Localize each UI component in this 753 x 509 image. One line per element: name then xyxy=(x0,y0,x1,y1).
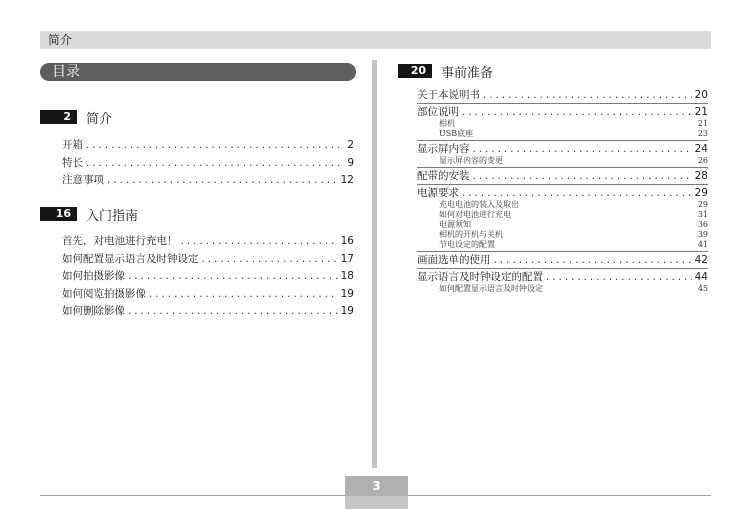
dot-leader xyxy=(107,172,338,190)
toc-subentry[interactable] xyxy=(417,284,708,294)
toc-entry-label: 显示语言及时钟设定的配置 xyxy=(417,271,543,283)
dot-leader xyxy=(128,303,338,321)
toc-entry-page: 29 xyxy=(694,187,708,199)
toc-entry-page: 21 xyxy=(694,106,708,118)
toc-entry-page: 18 xyxy=(340,270,354,283)
page-tab-base xyxy=(345,496,408,509)
toc-entry-label: 注意事项 xyxy=(62,174,104,187)
section-title: 事前准备 xyxy=(441,65,494,81)
dot-leader xyxy=(494,253,692,267)
toc-entry-label: 如何拍摄影像 xyxy=(62,270,125,283)
page-header xyxy=(40,31,711,49)
toc-entry-page: 24 xyxy=(694,143,708,155)
toc-entry-page: 9 xyxy=(347,156,354,169)
toc-entry-label: 如何删除影像 xyxy=(62,305,125,318)
toc-group xyxy=(417,88,708,104)
toc-subentry[interactable] xyxy=(417,119,708,129)
toc-subentry[interactable] xyxy=(417,220,708,230)
toc-group xyxy=(417,270,708,294)
dot-leader xyxy=(86,137,344,155)
dot-leader xyxy=(462,186,692,200)
toc-group xyxy=(417,253,708,269)
toc-entry-label: 显示屏内容 xyxy=(417,143,470,155)
dot-leader xyxy=(473,169,692,183)
toc-entry-page: 28 xyxy=(694,170,708,182)
toc-subentry-label: 显示屏内容的变更 xyxy=(439,156,503,165)
toc-subentry-label: 如何配置显示语言及时钟设定 xyxy=(439,284,543,293)
toc-entry[interactable] xyxy=(62,172,354,190)
dot-leader xyxy=(181,233,338,251)
section-heading xyxy=(398,63,493,79)
toc-subentry[interactable] xyxy=(417,129,708,139)
toc-entry-label: 画面选单的使用 xyxy=(417,254,491,266)
section-title: 简介 xyxy=(86,111,113,127)
dot-leader xyxy=(546,270,692,284)
toc-entry-page: 19 xyxy=(340,287,354,300)
toc-subentry-label: 相机的开机与关机 xyxy=(439,230,503,239)
toc-entry[interactable] xyxy=(417,253,708,267)
toc-title: 目录 xyxy=(52,64,80,80)
section-title: 入门指南 xyxy=(86,208,139,224)
dot-leader xyxy=(128,268,338,286)
toc-entry[interactable] xyxy=(62,268,354,286)
dot-leader xyxy=(149,286,338,304)
toc-subentry-page: 39 xyxy=(697,230,708,239)
toc-subentry-page: 29 xyxy=(697,200,708,209)
toc-entry-label: 如何阅览拍摄影像 xyxy=(62,287,146,300)
toc-entry-label: 关于本说明书 xyxy=(417,89,480,101)
toc-group xyxy=(417,169,708,185)
rule xyxy=(417,167,708,168)
header-title: 简介 xyxy=(48,33,73,47)
toc-entry[interactable] xyxy=(62,286,354,304)
rule xyxy=(417,103,708,104)
dot-leader xyxy=(86,155,344,173)
dot-leader xyxy=(202,251,338,269)
toc-subentry-page: 36 xyxy=(697,220,708,229)
toc-entry-page: 20 xyxy=(694,89,708,101)
toc-entry-page: 44 xyxy=(694,271,708,283)
toc-list xyxy=(62,233,354,321)
toc-subentry-label: 节电设定的配置 xyxy=(439,240,495,249)
section-heading xyxy=(40,109,112,125)
dot-leader xyxy=(473,142,692,156)
toc-subentry[interactable] xyxy=(417,240,708,250)
toc-entry[interactable] xyxy=(62,233,354,251)
toc-entry-page: 16 xyxy=(340,235,354,247)
toc-group xyxy=(417,105,708,141)
toc-entry[interactable] xyxy=(417,142,708,156)
toc-entry[interactable] xyxy=(62,137,354,155)
toc-entry[interactable] xyxy=(417,169,708,183)
toc-entry-page: 19 xyxy=(340,305,354,318)
section-number: 20 xyxy=(398,64,432,78)
toc-entry-label: 首先，对电池进行充电！ xyxy=(62,235,178,247)
toc-group xyxy=(417,142,708,168)
toc-subentry-page: 45 xyxy=(697,284,708,293)
toc-subentry-label: 充电电池的装入及取出 xyxy=(439,200,519,209)
toc-subentry[interactable] xyxy=(417,210,708,220)
page-number-tab xyxy=(345,476,408,496)
section-number: 2 xyxy=(40,110,77,124)
section-number: 16 xyxy=(40,207,77,221)
toc-entry-label: 特长 xyxy=(62,156,83,169)
toc-entry[interactable] xyxy=(62,251,354,269)
dot-leader xyxy=(483,88,692,102)
toc-entry[interactable] xyxy=(62,303,354,321)
toc-subentry-page: 26 xyxy=(697,156,708,165)
toc-entry-page: 42 xyxy=(694,254,708,266)
rule xyxy=(417,184,708,185)
toc-group xyxy=(417,186,708,252)
rule xyxy=(417,251,708,252)
dot-leader xyxy=(462,105,692,119)
page-number: 3 xyxy=(372,479,381,493)
toc-entry-label: 电源要求 xyxy=(417,187,459,199)
toc-entry[interactable] xyxy=(417,186,708,200)
toc-list xyxy=(62,137,354,190)
toc-entry[interactable] xyxy=(417,88,708,102)
rule xyxy=(417,140,708,141)
toc-subentry-label: 如何对电池进行充电 xyxy=(439,210,511,219)
toc-subentry[interactable] xyxy=(417,230,708,240)
toc-subentry-label: 相机 xyxy=(439,119,455,128)
toc-subentry-page: 21 xyxy=(697,119,708,128)
toc-entry-label: 部位说明 xyxy=(417,106,459,118)
toc-subentry-page: 23 xyxy=(697,129,708,138)
toc-banner xyxy=(40,63,356,81)
toc-entry[interactable] xyxy=(417,105,708,119)
toc-entry-page: 17 xyxy=(340,252,354,265)
toc-subentry[interactable] xyxy=(417,156,708,166)
toc-subentry-page: 31 xyxy=(697,210,708,219)
toc-entry[interactable] xyxy=(62,155,354,173)
toc-list xyxy=(417,88,708,294)
column-divider xyxy=(372,60,377,468)
rule xyxy=(417,268,708,269)
section-heading xyxy=(40,206,138,222)
toc-entry-label: 配带的安装 xyxy=(417,170,470,182)
toc-subentry-page: 41 xyxy=(697,240,708,249)
toc-entry[interactable] xyxy=(417,270,708,284)
toc-entry-label: 开箱 xyxy=(62,139,83,151)
toc-entry-page: 2 xyxy=(347,139,354,151)
toc-entry-page: 12 xyxy=(340,174,354,187)
toc-subentry[interactable] xyxy=(417,200,708,210)
toc-entry-label: 如何配置显示语言及时钟设定 xyxy=(62,252,199,265)
toc-subentry-label: USB底座 xyxy=(439,129,474,138)
toc-subentry-label: 电源须知 xyxy=(439,220,471,229)
